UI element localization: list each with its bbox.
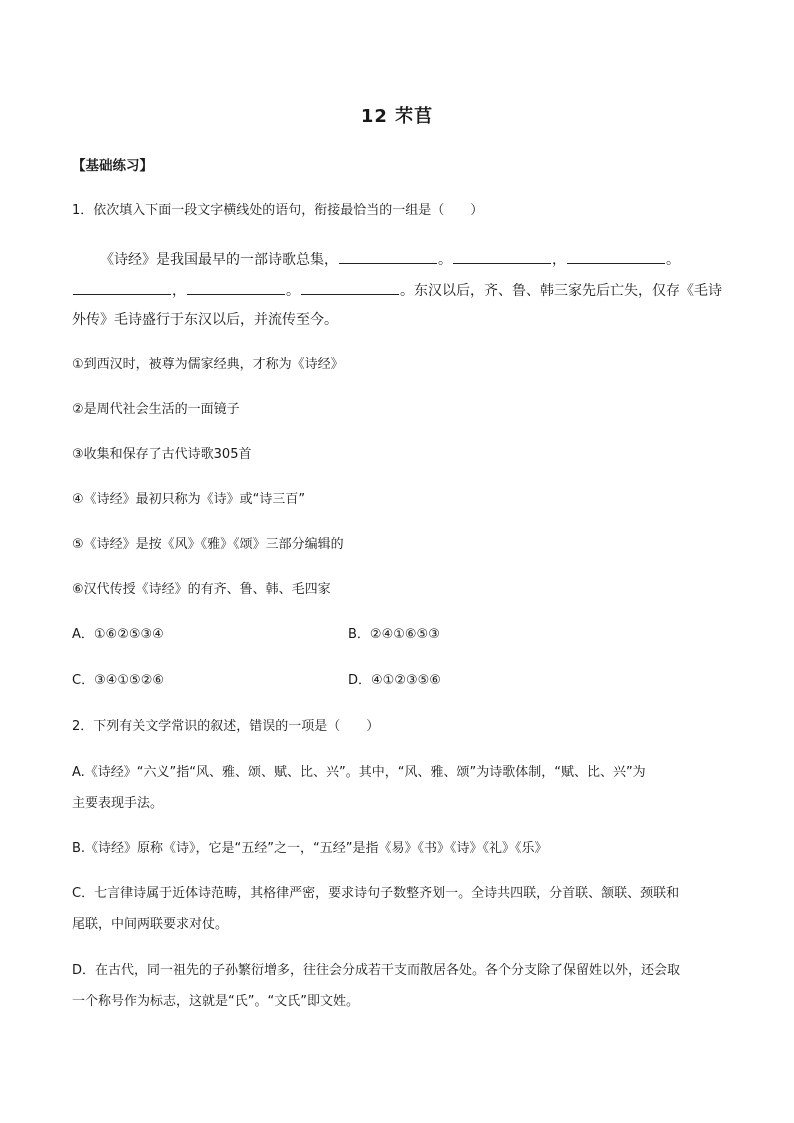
passage-line-1 <box>100 249 680 269</box>
q2-option-b-line-1: B.《诗经》原称《诗》，它是“五经”之一，“五经”是指《易》《书》《诗》《礼》《乐》 <box>72 841 548 856</box>
statement-item: ⑥汉代传授《诗经》的有齐、鲁、韩、毛四家 <box>72 582 331 597</box>
q2-option-c-line-2: 尾联，中间两联要求对仗。 <box>72 917 229 932</box>
q2-option-a-line-1: A.《诗经》“六义”指“风、雅、颂、赋、比、兴”。其中，“风、雅、颂”为诗歌体制，“赋、比、兴”为 <box>72 765 646 780</box>
option-c[interactable]: C．③④①⑤②⑥ <box>72 673 165 688</box>
passage-text: 。东汉以后，齐、鲁、韩三家先后亡失，仅存《毛诗 <box>400 283 722 299</box>
blank-2 <box>453 249 551 264</box>
option-d[interactable]: D．④①②③⑤⑥ <box>348 673 441 688</box>
question-1-stem: 1．依次填入下面一段文字横线处的语句，衔接最恰当的一组是（ ） <box>72 203 484 218</box>
punct: ， <box>172 283 186 299</box>
blank-1 <box>339 249 437 264</box>
statement-item: ④《诗经》最初只称为《诗》或“诗三百” <box>72 492 306 507</box>
blank-5 <box>187 280 285 295</box>
statement-item: ②是周代社会生活的一面镜子 <box>72 402 240 417</box>
section-heading: 【基础练习】 <box>72 158 153 174</box>
q2-option-c-line-1: C．七言律诗属于近体诗范畴，其格律严密，要求诗句子数整齐划一。全诗共四联，分首联、颔联、颈联和 <box>72 886 680 901</box>
blank-3 <box>567 249 665 264</box>
punct: 。 <box>666 252 680 268</box>
statement-item: ③收集和保存了古代诗歌305首 <box>72 447 252 462</box>
punct: 。 <box>438 252 452 268</box>
option-a[interactable]: A．①⑥②⑤③④ <box>72 627 164 642</box>
passage-line-2 <box>72 280 722 300</box>
passage-text: 《诗经》是我国最早的一部诗歌总集， <box>100 252 338 268</box>
q2-option-d-line-1: D．在古代，同一祖先的子孙繁衍增多，往往会分成若干支而散居各处。各个分支除了保留姓以外，还会取 <box>72 963 681 978</box>
question-2-stem: 2．下列有关文学常识的叙述，错误的一项是（ ） <box>72 719 380 734</box>
blank-6 <box>301 280 399 295</box>
blank-4 <box>73 280 171 295</box>
punct: ， <box>552 252 566 268</box>
page-title: 12 芣苢 <box>360 106 434 127</box>
passage-line-3: 外传》毛诗盛行于东汉以后，并流传至今。 <box>72 312 338 328</box>
q2-option-d-line-2: 一个称号作为标志，这就是“氏”。“文氏”即文姓。 <box>72 994 359 1009</box>
option-b[interactable]: B．②④①⑥⑤③ <box>348 627 440 642</box>
statement-item: ①到西汉时，被尊为儒家经典，才称为《诗经》 <box>72 357 344 372</box>
punct: 。 <box>286 283 300 299</box>
q2-option-a-line-2: 主要表现手法。 <box>72 796 164 811</box>
statement-item: ⑤《诗经》是按《风》《雅》《颂》三部分编辑的 <box>72 537 344 552</box>
